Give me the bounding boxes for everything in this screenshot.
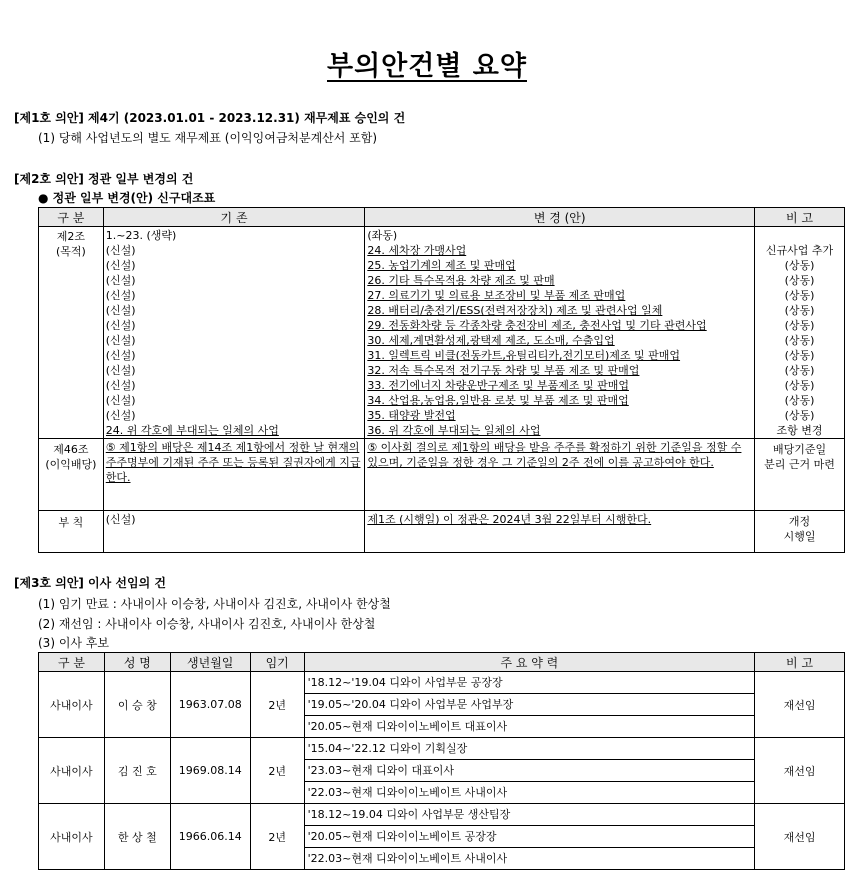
agenda3-sub1: (1) 임기 만료 : 사내이사 이승창, 사내이사 김진호, 사내이사 한상철 bbox=[38, 597, 391, 611]
note-line: (상동) bbox=[784, 394, 815, 407]
candidate-career bbox=[304, 672, 755, 738]
table-row bbox=[39, 511, 845, 553]
note-line: (상동) bbox=[784, 259, 815, 272]
page-title: 부의안건별 요약 bbox=[327, 51, 527, 82]
changed-line: 30. 세제,계면활성제,광택제 제조, 도소매, 수출입업 bbox=[367, 334, 615, 347]
agenda1-sub: (1) 당해 사업년도의 별도 재무제표 (이익잉여금처분계산서 포함) bbox=[38, 131, 378, 145]
candidate-term: 2년 bbox=[250, 738, 304, 804]
header-note: 비 고 bbox=[755, 653, 845, 672]
table-row bbox=[39, 439, 845, 511]
existing-line: 24. 위 각호에 부대되는 일체의 사업 bbox=[105, 424, 279, 437]
existing-cell bbox=[103, 227, 365, 439]
changed-cell bbox=[365, 511, 755, 553]
director-candidates-table bbox=[38, 652, 845, 870]
articles-comparison-table bbox=[38, 207, 845, 553]
existing-line: (신설) bbox=[105, 319, 136, 332]
changed-line: 28. 배터리/충전기/ESS(전력저장장치) 제조 및 관련사업 일체 bbox=[367, 304, 663, 317]
note-line: (상동) bbox=[784, 364, 815, 377]
candidate-career bbox=[304, 738, 755, 804]
header-term: 임기 bbox=[250, 653, 304, 672]
note-line: (상동) bbox=[784, 409, 815, 422]
note-line: 시행일 bbox=[783, 530, 816, 543]
candidate-birth: 1963.07.08 bbox=[170, 672, 250, 738]
candidate-birth: 1966.06.14 bbox=[170, 804, 250, 870]
existing-line: (신설) bbox=[105, 364, 136, 377]
note-line: 개정 bbox=[788, 515, 811, 528]
note-line: (상동) bbox=[784, 304, 815, 317]
changed-text: ⑤ 이사회 결의로 제1항의 배당을 받을 주주를 확정하기 위한 기준일을 정할 수 있으며, 기준일을 정한 경우 그 기준일의 2주 전에 이를 공고하여야 한다. bbox=[367, 441, 742, 469]
changed-line: 33. 전기에너지 차량운반구제조 및 부품제조 및 판매업 bbox=[367, 379, 629, 392]
existing-cell bbox=[103, 439, 365, 511]
changed-line: 24. 세차장 가맹사업 bbox=[367, 244, 467, 257]
note-line: 분리 근거 마련 bbox=[764, 458, 835, 471]
changed-line: 36. 위 각호에 부대되는 일체의 사업 bbox=[367, 424, 541, 437]
agenda3-sub2: (2) 재선임 : 사내이사 이승창, 사내이사 김진호, 사내이사 한상철 bbox=[38, 617, 376, 631]
agenda3-heading: [제3호 의안] 이사 선임의 건 bbox=[14, 576, 166, 590]
header-category: 구 분 bbox=[39, 208, 104, 227]
changed-line: 26. 기타 특수목적용 차량 제조 및 판매 bbox=[367, 274, 555, 287]
existing-cell: (신설) bbox=[103, 511, 365, 553]
note-line: (상동) bbox=[784, 274, 815, 287]
existing-line: (신설) bbox=[105, 274, 136, 287]
note-line: 배당기준일 bbox=[772, 443, 827, 456]
existing-line: (신설) bbox=[105, 394, 136, 407]
career-line: '23.03~현재 디와이 대표이사 bbox=[305, 760, 755, 782]
candidate-name: 이 승 창 bbox=[104, 672, 170, 738]
row-label-line: (목적) bbox=[55, 245, 86, 258]
career-line: '20.05~현재 디와이이노베이트 공장장 bbox=[305, 826, 755, 848]
career-line: '20.05~현재 디와이이노베이트 대표이사 bbox=[307, 720, 508, 733]
career-line: '22.03~현재 디와이이노베이트 사내이사 bbox=[307, 852, 508, 865]
existing-line: (신설) bbox=[105, 409, 136, 422]
table-header-row bbox=[39, 653, 845, 672]
existing-line: (신설) bbox=[105, 334, 136, 347]
table-row bbox=[39, 804, 845, 870]
note-line: 조항 변경 bbox=[776, 424, 823, 437]
header-career: 주 요 약 력 bbox=[304, 653, 755, 672]
header-existing: 기 존 bbox=[103, 208, 365, 227]
changed-cell bbox=[365, 439, 755, 511]
header-type: 구 분 bbox=[39, 653, 105, 672]
agenda2-heading: [제2호 의안] 정관 일부 변경의 건 bbox=[14, 172, 194, 186]
note-line bbox=[755, 228, 844, 243]
changed-cell bbox=[365, 227, 755, 439]
changed-line: 29. 전동화차량 등 각종차량 충전장비 제조, 충전사업 및 기타 관련사업 bbox=[367, 319, 707, 332]
existing-line: 1.~23. (생략) bbox=[105, 229, 177, 242]
changed-line: 34. 산업용,농업용,일반용 로봇 및 부품 제조 및 판매업 bbox=[367, 394, 629, 407]
changed-line: 31. 일렉트릭 비클(전동카트,유틸리티카,전기모터)제조 및 판매업 bbox=[367, 349, 681, 362]
candidate-name: 한 상 철 bbox=[104, 804, 170, 870]
header-changed: 변 경 (안) bbox=[365, 208, 755, 227]
career-line: '22.03~현재 디와이이노베이트 사내이사 bbox=[307, 786, 508, 799]
note-line: 신규사업 추가 bbox=[765, 244, 834, 257]
candidate-term: 2년 bbox=[250, 804, 304, 870]
row-label bbox=[39, 439, 104, 511]
changed-line: 25. 농업기계의 제조 및 판매업 bbox=[367, 259, 516, 272]
table-row bbox=[39, 738, 845, 804]
note-cell bbox=[755, 439, 845, 511]
header-name: 성 명 bbox=[104, 653, 170, 672]
note-line: (상동) bbox=[784, 319, 815, 332]
candidate-type: 사내이사 bbox=[39, 738, 105, 804]
header-birth: 생년월일 bbox=[170, 653, 250, 672]
existing-line: (신설) bbox=[105, 379, 136, 392]
row-label: 부 칙 bbox=[39, 511, 104, 553]
candidate-note: 재선임 bbox=[755, 672, 845, 738]
existing-text: ⑤ 제1항의 배당은 제14조 제1항에서 정한 날 현재의 주주명부에 기재된 주주 또는 등록된 질권자에게 지급한다. bbox=[105, 441, 361, 484]
table-row bbox=[39, 227, 845, 439]
existing-line: (신설) bbox=[105, 349, 136, 362]
note-cell bbox=[755, 227, 845, 439]
changed-text: 제1조 (시행일) 이 정관은 2024년 3월 22일부터 시행한다. bbox=[367, 513, 652, 526]
row-label bbox=[39, 227, 104, 439]
career-line: '18.12~'19.04 디와이 사업부문 공장장 bbox=[305, 672, 755, 694]
agenda2-sub: ● 정관 일부 변경(안) 신구대조표 bbox=[38, 191, 216, 205]
candidate-term: 2년 bbox=[250, 672, 304, 738]
note-line: (상동) bbox=[784, 334, 815, 347]
changed-line: (좌동) bbox=[367, 229, 398, 242]
agenda1-heading: [제1호 의안] 제4기 (2023.01.01 - 2023.12.31) 재무제표 승인의 건 bbox=[14, 111, 406, 125]
changed-line: 27. 의료기기 및 의료용 보조장비 및 부품 제조 판매업 bbox=[367, 289, 626, 302]
career-line: '19.05~'20.04 디와이 사업부문 사업부장 bbox=[305, 694, 755, 716]
career-line: '15.04~'22.12 디와이 기획실장 bbox=[305, 738, 755, 760]
candidate-note: 재선임 bbox=[755, 804, 845, 870]
candidate-birth: 1969.08.14 bbox=[170, 738, 250, 804]
existing-line: (신설) bbox=[105, 244, 136, 257]
note-line: (상동) bbox=[784, 379, 815, 392]
changed-line: 32. 저속 특수목적 전기구동 차량 및 부품 제조 및 판매업 bbox=[367, 364, 640, 377]
note-line: (상동) bbox=[784, 349, 815, 362]
changed-line: 35. 태양광 발전업 bbox=[367, 409, 456, 422]
agenda3-sub3: (3) 이사 후보 bbox=[38, 636, 109, 650]
table-row bbox=[39, 672, 845, 738]
header-note: 비 고 bbox=[755, 208, 845, 227]
note-line: (상동) bbox=[784, 289, 815, 302]
career-line: '18.12~19.04 디와이 사업부문 생산팀장 bbox=[305, 804, 755, 826]
candidate-type: 사내이사 bbox=[39, 804, 105, 870]
existing-line: (신설) bbox=[105, 259, 136, 272]
candidate-note: 재선임 bbox=[755, 738, 845, 804]
candidate-type: 사내이사 bbox=[39, 672, 105, 738]
row-label-line: (이익배당) bbox=[45, 458, 97, 471]
existing-line: (신설) bbox=[105, 304, 136, 317]
candidate-career bbox=[304, 804, 755, 870]
row-label-line: 제2조 bbox=[56, 230, 85, 243]
candidate-name: 김 진 호 bbox=[104, 738, 170, 804]
note-cell bbox=[755, 511, 845, 553]
table-header-row bbox=[39, 208, 845, 227]
row-label-line: 제46조 bbox=[53, 443, 89, 456]
existing-line: (신설) bbox=[105, 289, 136, 302]
